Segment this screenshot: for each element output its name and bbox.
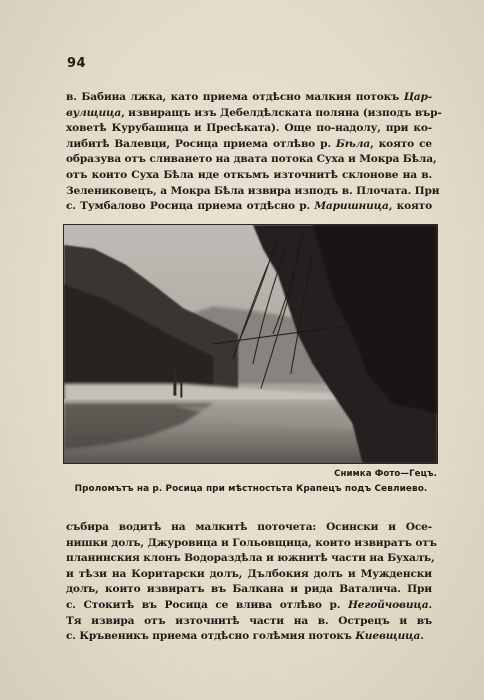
text-segment: Тя извира отъ източнитѣ части на в. Острецъ и въ — [66, 614, 432, 627]
photo-credit: Снимка Фото—Гецъ. — [334, 469, 437, 479]
text-segment: , извиращъ изъ Дебелдѣлската поляна (изподъ вър- — [121, 106, 442, 119]
photograph — [63, 224, 438, 464]
text-line — [66, 582, 432, 598]
paragraph-bottom — [66, 520, 437, 645]
text-segment: с. Кръвеникъ приема отдѣсно голѣмия потокъ — [66, 630, 356, 643]
text-segment: планинския клонъ Водораздѣла и южнитѣ части на Бухалъ, — [66, 552, 435, 565]
italic-name: Киевщица — [355, 630, 421, 643]
photo-caption: Проломътъ на р. Росица при мѣстностьта Крапецъ подъ Севлиево. — [74, 484, 428, 494]
text-line — [66, 168, 432, 184]
text-segment: . — [428, 598, 432, 611]
italic-name: Маришница — [314, 200, 389, 213]
text-segment: с. Стокитѣ въ Росица се влива отлѣво р. — [66, 598, 348, 611]
italic-name: вулщица — [66, 106, 122, 119]
italic-name: Бѣла — [335, 137, 371, 150]
text-line — [66, 551, 435, 567]
text-line — [66, 567, 432, 583]
text-segment: либитѣ Валевци, Росица приема отлѣво р. — [66, 137, 336, 150]
text-segment: долъ, които извиратъ въ Балкана и рида Ваталича. При — [66, 583, 432, 596]
text-line — [66, 520, 432, 536]
paragraph-top — [66, 90, 442, 215]
text-segment: събира водитѣ на малкитѣ поточета: Осински и Осе- — [66, 521, 432, 533]
text-segment: , която — [388, 200, 432, 213]
text-line — [66, 152, 437, 168]
text-segment: ховетѣ Курубашица и Пресѣката). Още по-надолу, при ко- — [66, 122, 432, 135]
text-segment: Зелениковецъ, а Мокра Бѣла извира изподъ в. Плочата. При — [66, 184, 440, 197]
text-line — [66, 90, 432, 106]
text-segment: и тѣзи на Коритарски долъ, Дълбокия долъ и Мужденски — [66, 567, 432, 580]
river-gorge-photo — [64, 225, 437, 463]
text-segment: . — [420, 630, 424, 643]
text-line — [66, 199, 432, 215]
text-segment: , която се — [370, 137, 432, 150]
text-segment: в. Бабина лжка, като приема отдѣсно малкия потокъ — [66, 91, 404, 103]
text-line — [66, 121, 432, 137]
italic-name: Негойчовица — [347, 598, 429, 611]
text-line — [66, 598, 432, 614]
page-number: 94 — [67, 56, 87, 71]
text-segment: отъ които Суха Бѣла иде откъмъ източнитѣ склонове на в. — [66, 168, 432, 181]
text-line — [66, 184, 440, 200]
text-segment: с. Тумбалово Росица приема отдѣсно р. — [66, 200, 315, 213]
text-line — [66, 614, 432, 630]
italic-name: Цар- — [403, 91, 432, 103]
text-segment: нишки долъ, Джуровица и Гольовщица, които извиратъ отъ — [66, 536, 437, 549]
text-line — [66, 106, 442, 122]
text-line — [66, 536, 437, 552]
text-segment: образува отъ сливането на двата потока Суха и Мокра Бѣла, — [66, 153, 437, 166]
text-line — [66, 629, 432, 645]
text-line — [66, 137, 432, 153]
